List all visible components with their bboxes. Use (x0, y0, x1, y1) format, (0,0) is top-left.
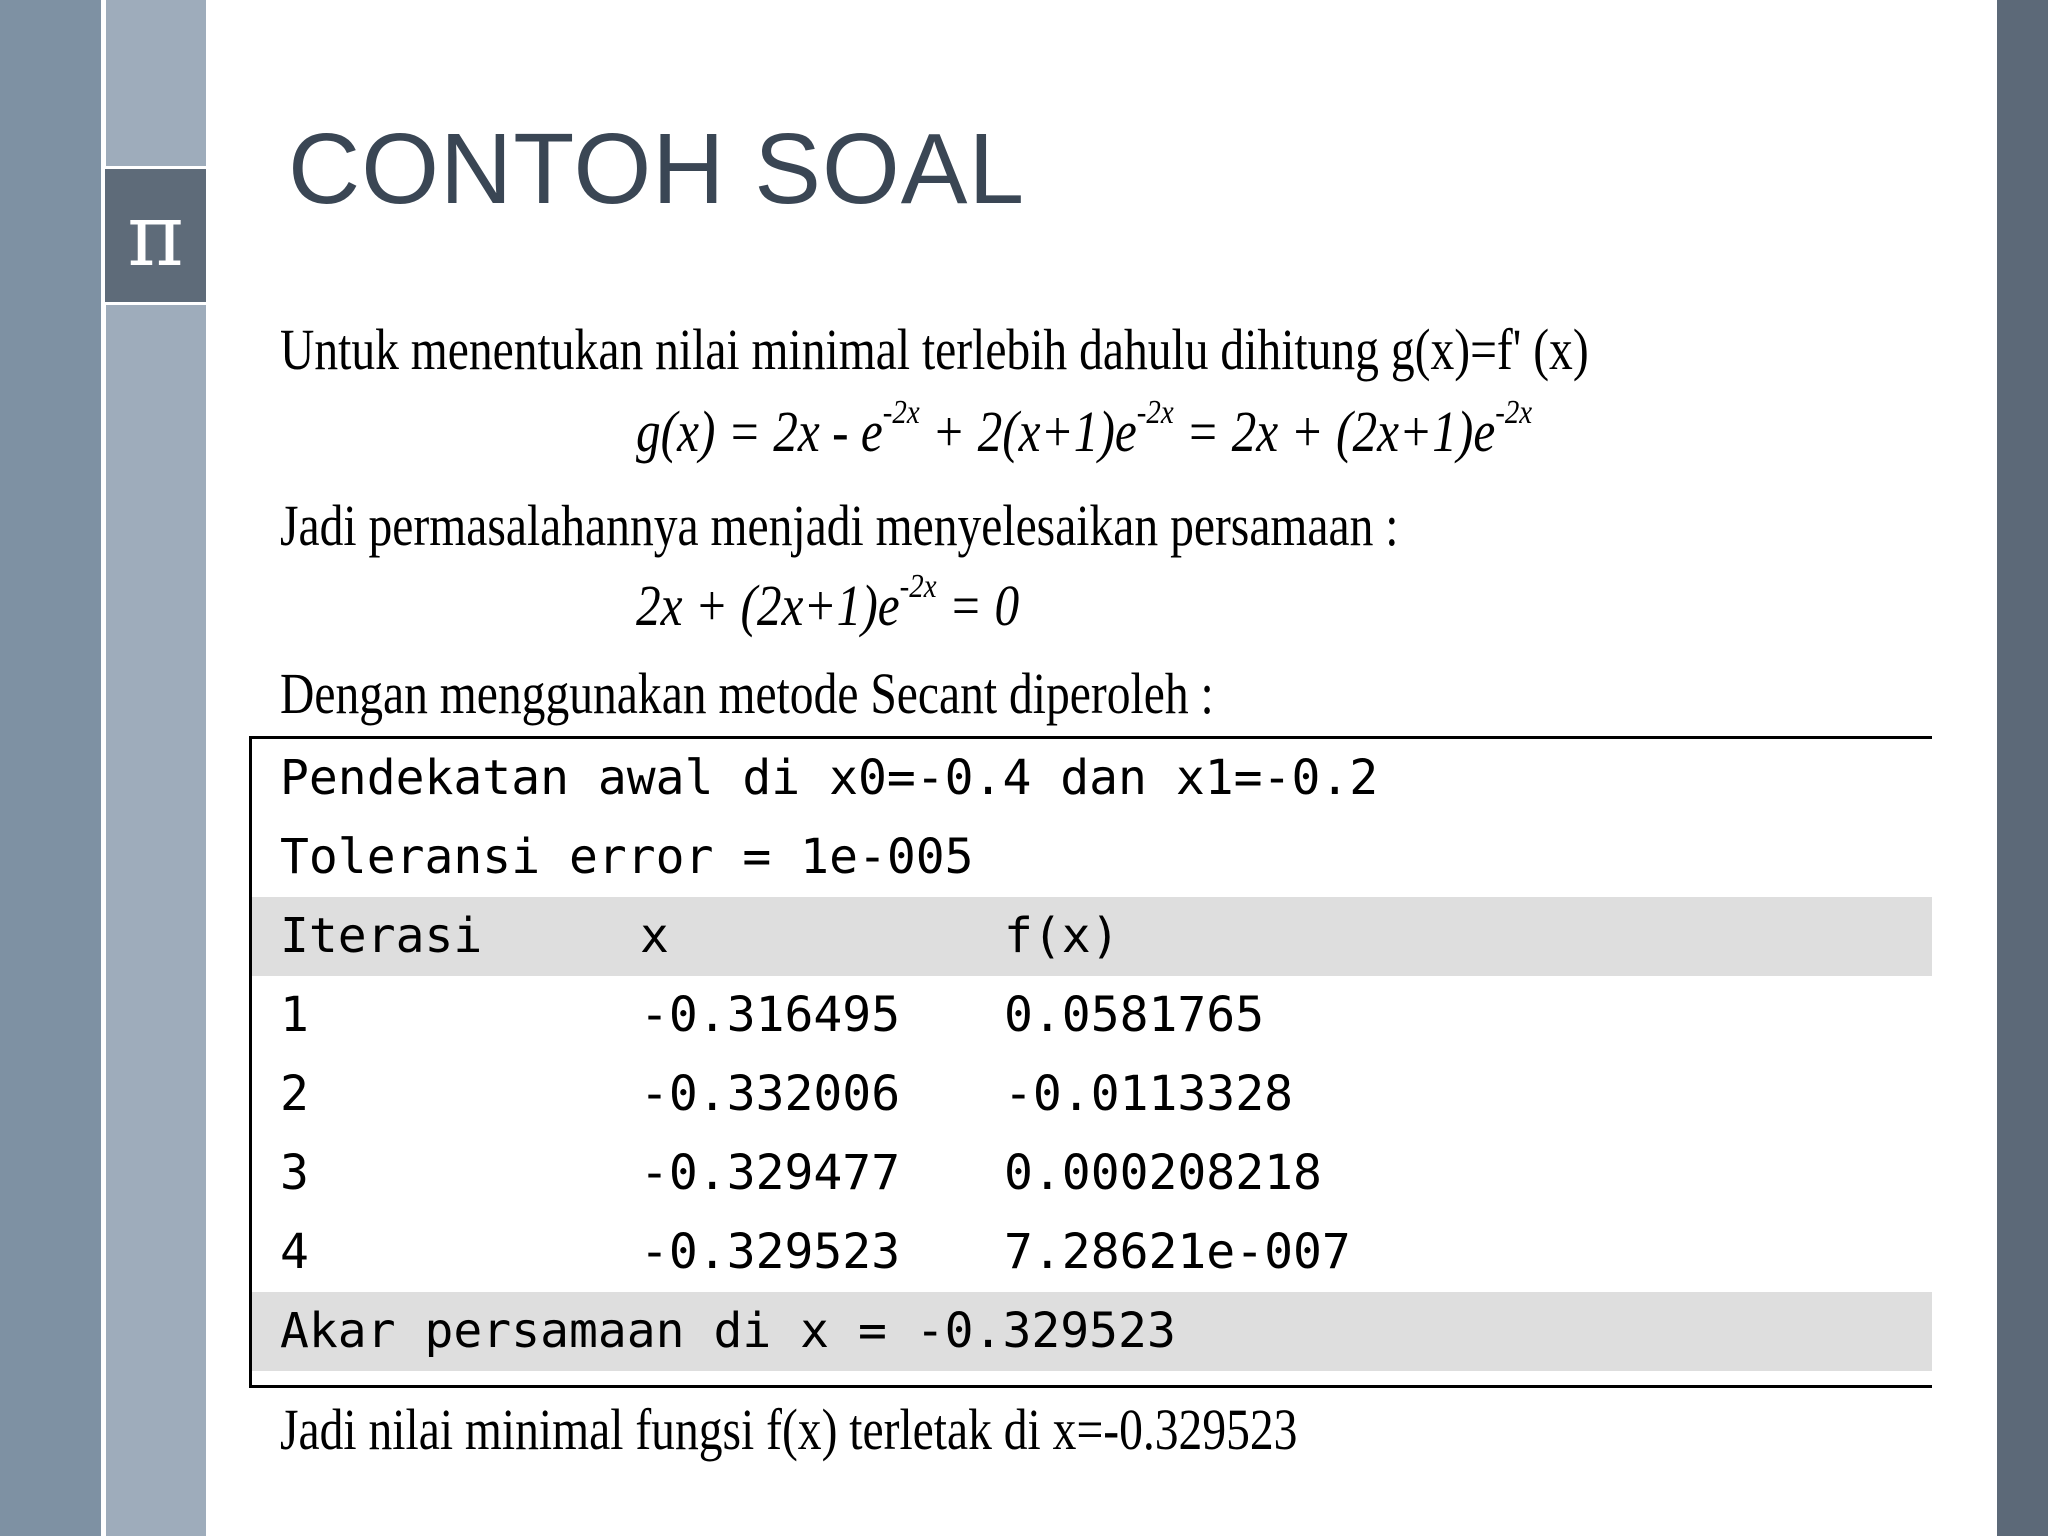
eq1-exponent: -2x (1136, 394, 1174, 431)
header-fx: f(x) (1004, 908, 1120, 964)
table-row (252, 1055, 1932, 1134)
eq2-part: 2x + (2x+1)e (636, 573, 900, 638)
pi-icon (105, 166, 206, 305)
eq1-exponent: -2x (882, 394, 920, 431)
cell-iterasi: 2 (280, 1066, 309, 1122)
header-x: x (640, 908, 669, 964)
result-row (252, 1292, 1932, 1371)
tolerance-text: Toleransi error = 1e-005 (280, 829, 974, 885)
eq1-part: = 2x + (2x+1)e (1173, 399, 1496, 464)
cell-x: -0.329523 (640, 1224, 901, 1280)
intro-text: Untuk menentukan nilai minimal terlebih dahulu dihitung g(x)=f' (x) (280, 317, 1589, 382)
cell-iterasi: 3 (280, 1145, 309, 1201)
left-decor-strip (0, 0, 101, 1536)
method-text: Dengan menggunakan metode Secant diperoleh : (280, 661, 1214, 726)
cell-fx: 0.0581765 (1004, 987, 1265, 1043)
header-iterasi: Iterasi (280, 908, 483, 964)
problem-text: Jadi permasalahannya menjadi menyelesaikan persamaan : (280, 493, 1399, 558)
eq1-part: + 2(x+1)e (919, 399, 1137, 464)
console-line-initial (252, 739, 1932, 818)
cell-x: -0.316495 (640, 987, 901, 1043)
slide-title: CONTOH SOAL (288, 113, 1026, 225)
pi-symbol: π (127, 185, 184, 286)
right-decor-strip (1997, 0, 2048, 1536)
cell-x: -0.332006 (640, 1066, 901, 1122)
eq2-exponent: -2x (899, 568, 937, 605)
console-line-tolerance (252, 818, 1932, 897)
cell-iterasi: 4 (280, 1224, 309, 1280)
conclusion-text: Jadi nilai minimal fungsi f(x) terletak di x=-0.329523 (280, 1397, 1298, 1462)
cell-fx: 0.000208218 (1004, 1145, 1322, 1201)
table-row (252, 976, 1932, 1055)
console-output (249, 736, 1932, 1388)
table-row (252, 1134, 1932, 1213)
equation-root (636, 568, 1020, 639)
cell-x: -0.329477 (640, 1145, 901, 1201)
equation-g (636, 394, 1533, 465)
eq1-part: g(x) = 2x - e (636, 399, 883, 464)
cell-iterasi: 1 (280, 987, 309, 1043)
table-header-row (252, 897, 1932, 976)
result-text: Akar persamaan di x = -0.329523 (280, 1303, 1176, 1359)
eq2-part: = 0 (936, 573, 1020, 638)
cell-fx: 7.28621e-007 (1004, 1224, 1351, 1280)
cell-fx: -0.0113328 (1004, 1066, 1293, 1122)
initial-guess-text: Pendekatan awal di x0=-0.4 dan x1=-0.2 (280, 750, 1379, 806)
table-row (252, 1213, 1932, 1292)
eq1-exponent: -2x (1495, 394, 1533, 431)
